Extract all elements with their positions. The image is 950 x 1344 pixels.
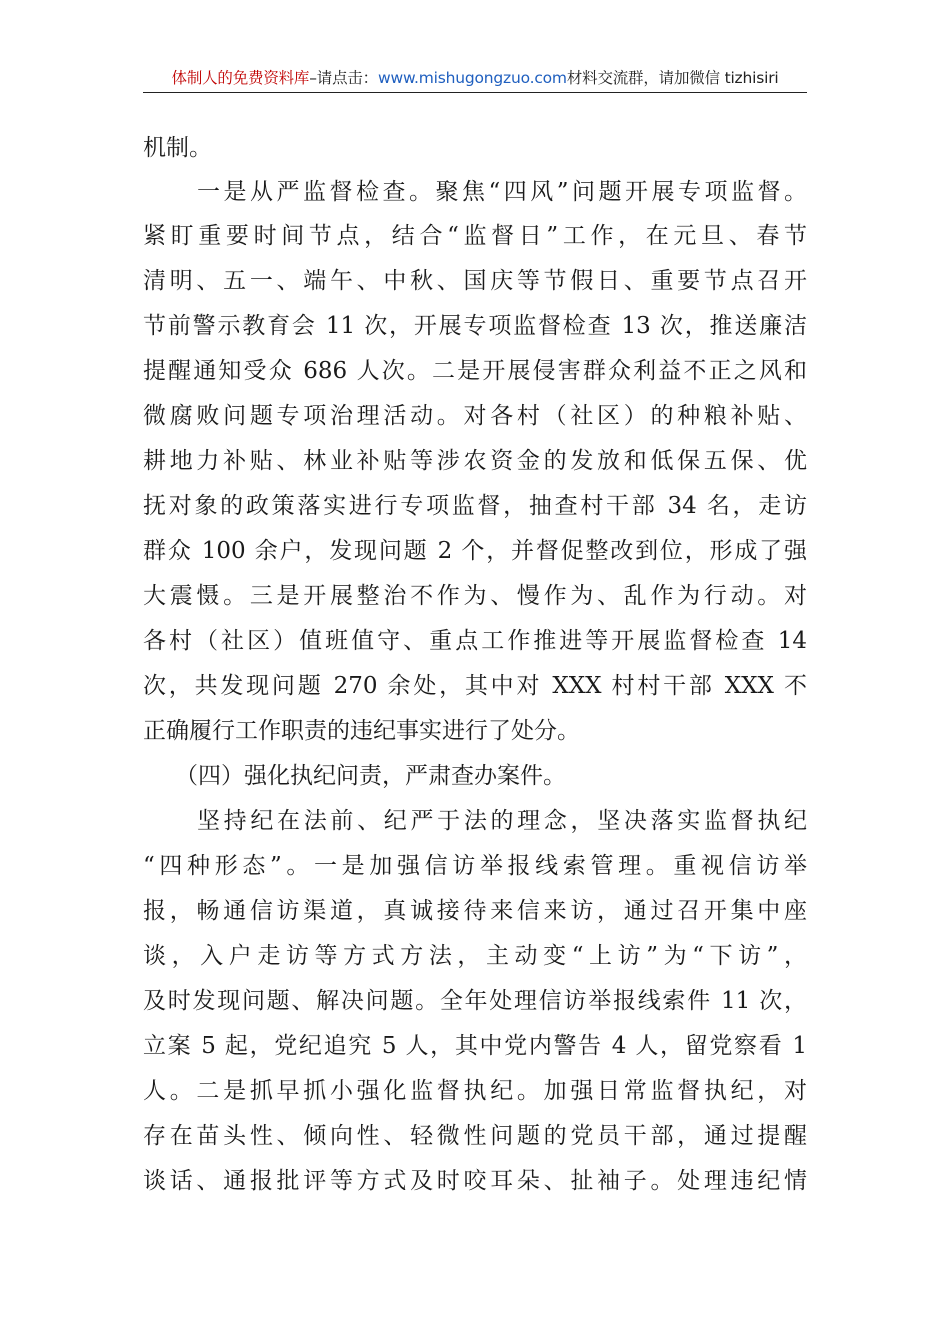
text-line: 谈话、通报批评等方式及时咬耳朵、扯袖子。处理违纪情 xyxy=(143,1168,807,1194)
text-line: 谈，入户走访等方式方法，主动变“上访”为“下访”， xyxy=(143,943,807,969)
text-line: 大震慑。三是开展整治不作为、慢作为、乱作为行动。对 xyxy=(143,583,807,609)
section-heading: （四）强化执纪问责，严肃查办案件。 xyxy=(175,763,566,789)
text-line: 正确履行工作职责的违纪事实进行了处分。 xyxy=(143,718,580,744)
text-line: 各村（社区）值班值守、重点工作推进等开展监督检查 14 xyxy=(143,628,807,654)
text-line: 抚对象的政策落实进行专项监督，抽查村干部 34 名，走访 xyxy=(143,493,807,519)
text-line: 存在苗头性、倾向性、轻微性问题的党员干部，通过提醒 xyxy=(143,1123,807,1149)
text-line: 微腐败问题专项治理活动。对各村（社区）的种粮补贴、 xyxy=(143,403,807,429)
wechat-group-text: 材料交流群，请加微信 tizhisiri xyxy=(566,69,779,87)
text-line: 立案 5 起，党纪追究 5 人，其中党内警告 4 人，留党察看 1 xyxy=(143,1033,807,1059)
text-line: 报，畅通信访渠道，真诚接待来信来访，通过召开集中座 xyxy=(143,898,807,924)
text-line: “四种形态”。一是加强信访举报线索管理。重视信访举 xyxy=(143,853,807,879)
text-line: 清明、五一、端午、中秋、国庆等节假日、重要节点召开 xyxy=(143,268,807,294)
text-line: 人。二是抓早抓小强化监督执纪。加强日常监督执纪，对 xyxy=(143,1078,807,1104)
website-link[interactable]: www.mishugongzuo.com xyxy=(377,69,567,87)
text-line: 机制。 xyxy=(143,135,212,161)
text-line: 节前警示教育会 11 次，开展专项监督检查 13 次，推送廉洁 xyxy=(143,313,807,339)
text-line: 一是从严监督检查。聚焦“四风”问题开展专项监督。 xyxy=(197,179,807,205)
library-name: 体制人的免费资料库 xyxy=(171,69,310,87)
text-line: 次，共发现问题 270 余处，其中对 XXX 村村干部 XXX 不 xyxy=(143,673,807,699)
click-prompt: –请点击： xyxy=(309,69,378,87)
text-line: 坚持纪在法前、纪严于法的理念，坚决落实监督执纪 xyxy=(197,808,807,834)
text-line: 提醒通知受众 686 人次。二是开展侵害群众利益不正之风和 xyxy=(143,358,807,384)
page-header xyxy=(143,66,807,93)
text-line: 群众 100 余户，发现问题 2 个，并督促整改到位，形成了强 xyxy=(143,538,807,564)
text-line: 及时发现问题、解决问题。全年处理信访举报线索件 11 次， xyxy=(143,988,807,1014)
text-line: 耕地力补贴、林业补贴等涉农资金的发放和低保五保、优 xyxy=(143,448,807,474)
text-line: 紧盯重要时间节点，结合“监督日”工作，在元旦、春节 xyxy=(143,223,807,249)
